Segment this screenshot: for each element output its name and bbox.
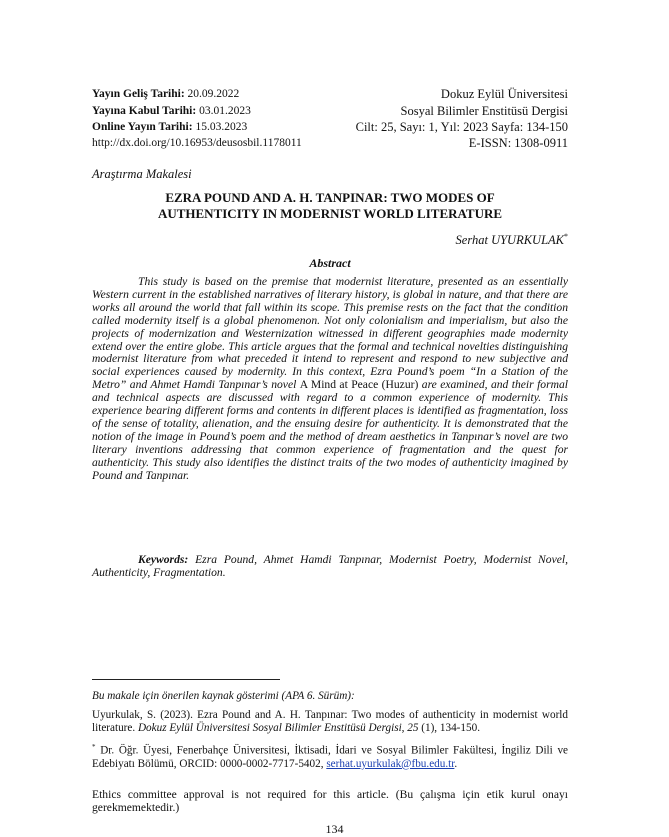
- online-date: Online Yayın Tarihi: 15.03.2023: [92, 121, 248, 133]
- issn: E-ISSN: 1308-0911: [468, 136, 568, 150]
- citation-text: Uyurkulak, S. (2023). Ezra Pound and A. H. Tanpınar: Two modes of authenticity in modernist world literature. Dokuz Eylül Üniversitesi Sosyal Bilimler Enstitüsü Dergisi, 25 (1), 134-150.: [92, 709, 568, 734]
- page-number: 134: [325, 822, 344, 836]
- header-row-4: [92, 135, 568, 152]
- keywords: [92, 553, 568, 579]
- article-title: [92, 190, 568, 222]
- journal-name: Sosyal Bilimler Enstitüsü Dergisi: [400, 104, 568, 118]
- header-row-1: [92, 86, 568, 103]
- author-footnote-mark[interactable]: *: [564, 232, 568, 241]
- author-name: Serhat UYURKULAK*: [455, 232, 568, 248]
- header-row-2: [92, 103, 568, 120]
- author-footnote: * Dr. Öğr. Üyesi, Fenerbahçe Üniversitesi, İktisadi, İdari ve Sosyal Bilimler Fakültesi, İngiliz Dili ve Edebiyatı Bölümü, ORCID: 0000-0002-7717-5402, serhat.uyurkulak@fbu.edu.tr.: [92, 743, 569, 770]
- keywords-label: Keywords:: [138, 553, 189, 566]
- ethics-statement: Ethics committee approval is not required for this article. (Bu çalışma için etik kurul onayı gerekmemektedir.): [92, 788, 568, 814]
- header-row-3: [92, 119, 568, 136]
- citation-heading: Bu makale için önerilen kaynak gösterimi (APA 6. Sürüm):: [92, 690, 355, 702]
- title-line-2: AUTHENTICITY IN MODERNIST WORLD LITERATURE: [157, 206, 503, 221]
- article-category: Araştırma Makalesi: [92, 167, 192, 181]
- volume-info: Cilt: 25, Sayı: 1, Yıl: 2023 Sayfa: 134-150: [355, 120, 568, 134]
- received-date: Yayın Geliş Tarihi: 20.09.2022: [92, 88, 240, 100]
- abstract-heading: Abstract: [309, 256, 351, 270]
- novel-title: A Mind at Peace (Huzur): [299, 378, 419, 392]
- footnote-divider: [92, 679, 280, 680]
- university-name: Dokuz Eylül Üniversitesi: [440, 87, 568, 101]
- abstract-text: This study is based on the premise that modernist literature, presented as an essentially Western current in the established narratives of literary history, is global in nature, and that there are works all around the world that fall within its scope. This premise rests on the fact that the condition called modernity itself is a global phenomenon. Not only colonialism and imperialism, but also the projects of modernization and Westernization witnessed in different geographies made modernity extend over the entire globe. This article argues that the formal and technical novelties distinguishing modernist literature from what preceded it intend to represent and respond to new subjective and social experiences caused by modernity. In this context, Ezra Pound’s poem “In a Station of the Metro” and Ahmet Hamdi Tanpınar’s novel A Mind at Peace (Huzur) are examined, and their formal and technical aspects are discussed with regard to a common experience of modernity. This experience bearing different forms and contents in different places is identified as fragmentation, loss of the sense of totality, alienation, and the ensuing desire for authenticity. It is demonstrated that the notion of the image in Pound’s poem and the method of dream aesthetics in Tanpınar’s novel are two literary inventions addressing that common experience of fragmentation and the quest for authenticity. This study also identifies the distinct traits of the two modes of authenticity imagined by Pound and Tanpınar.: [92, 275, 568, 482]
- title-line-1: EZRA POUND AND A. H. TANPINAR: TWO MODES OF: [165, 190, 495, 205]
- accepted-date: Yayına Kabul Tarihi: 03.01.2023: [92, 105, 251, 117]
- keywords-list: Ezra Pound, Ahmet Hamdi Tanpınar, Modernist Poetry, Modernist Novel, Authenticity, Fragmentation.: [92, 553, 568, 579]
- author-email-link[interactable]: serhat.uyurkulak@fbu.edu.tr: [326, 757, 455, 770]
- doi-link[interactable]: http://dx.doi.org/10.16953/deusosbil.1178011: [92, 137, 302, 149]
